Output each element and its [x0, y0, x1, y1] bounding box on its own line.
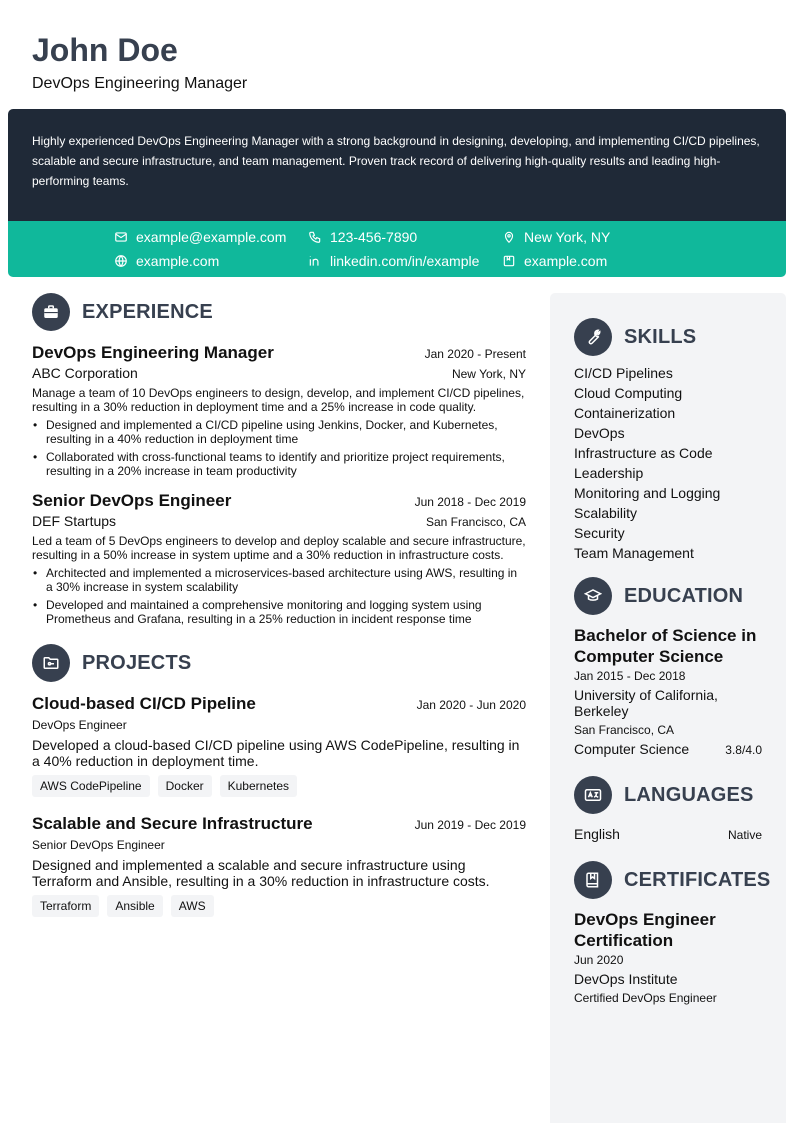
field-of-study: Computer Science — [574, 741, 690, 757]
bullet-item: • Collaborated with cross-functional teams to identify and prioritize project requirements, resulting in a 20% increase in team productivity — [32, 450, 526, 478]
skills-heading — [574, 318, 762, 356]
project-role: Senior DevOps Engineer — [32, 838, 165, 852]
briefcase-icon — [32, 293, 70, 331]
education-entry — [574, 625, 762, 758]
project-entry — [32, 813, 526, 917]
job-title: Senior DevOps Engineer — [32, 491, 232, 510]
linkedin-icon — [308, 254, 322, 268]
phone-text: 123-456-7890 — [330, 229, 418, 245]
skill-item: Team Management — [574, 545, 694, 561]
skill-item: Cloud Computing — [574, 385, 683, 401]
certificate-issuer: DevOps Institute — [574, 971, 678, 987]
translate-icon — [574, 776, 612, 814]
skill-item: Containerization — [574, 405, 676, 421]
skills-list — [574, 363, 762, 563]
contact-location — [502, 228, 610, 246]
job-description: Led a team of 5 DevOps engineers to develop and deploy scalable and secure infrastructure, resulting in a 50% increase in system uptime and a 30% reduction in infrastructure costs. — [32, 534, 526, 562]
certificate-detail: Certified DevOps Engineer — [574, 991, 717, 1005]
certificate-book-icon — [574, 861, 612, 899]
job-description: Manage a team of 10 DevOps engineers to design, develop, and implement CI/CD pipelines, resulting in a 30% reduction in deployment time and a 25% increase in code quality. — [32, 386, 525, 414]
project-role: DevOps Engineer — [32, 718, 127, 732]
phone-icon — [308, 230, 322, 244]
summary-text: Highly experienced DevOps Engineering Manager with a strong background in designing, developing, and implementing CI/CD pipelines, scalable and secure infrastructure, and team management. Proven track record of delivering high-quality results and leading high-performing teams. — [32, 134, 760, 188]
language-name: English — [574, 826, 620, 842]
tag-chip: AWS CodePipeline — [32, 775, 150, 797]
location-pin-icon — [502, 230, 516, 244]
company-name: ABC Corporation — [32, 365, 138, 381]
school-name: University of California, Berkeley — [574, 687, 718, 719]
folder-icon — [32, 644, 70, 682]
contact-email[interactable] — [114, 228, 286, 246]
contact-linkedin[interactable] — [308, 252, 479, 270]
job-bullets — [32, 418, 526, 478]
project-tags — [32, 775, 526, 797]
skill-item: Leadership — [574, 465, 644, 481]
linkedin-text: linkedin.com/in/example — [330, 253, 480, 269]
website-text: example.com — [136, 253, 220, 269]
job-date: Jan 2020 - Present — [424, 347, 526, 361]
certificate-name: DevOps Engineer Certification — [574, 910, 716, 950]
school-location: San Francisco, CA — [574, 723, 675, 737]
bullet-item: • Developed and maintained a comprehensive monitoring and logging system using Prometheus and Grafana, resulting in a 25% reduction in incident response time — [32, 598, 526, 626]
job-title: DevOps Engineering Manager — [32, 343, 274, 362]
tag-chip: AWS — [171, 895, 214, 917]
skill-item: Infrastructure as Code — [574, 445, 713, 461]
skill-item: CI/CD Pipelines — [574, 365, 673, 381]
certificate-entry — [574, 909, 762, 1006]
bullet-item: • Architected and implemented a microservices-based architecture using AWS, resulting in a 30% increase in system scalability — [32, 566, 526, 594]
project-date: Jun 2019 - Dec 2019 — [414, 818, 526, 832]
skill-item: DevOps — [574, 425, 625, 441]
project-description: Designed and implemented a scalable and secure infrastructure using Terraform and Ansible, resulting in a 30% reduction in infrastructure costs. — [32, 857, 490, 889]
project-date: Jan 2020 - Jun 2020 — [416, 698, 526, 712]
mail-icon — [114, 230, 128, 244]
experience-entry — [32, 342, 526, 478]
tag-chip: Kubernetes — [220, 775, 297, 797]
language-level: Native — [727, 828, 762, 842]
bullet-item: • Designed and implemented a CI/CD pipeline using Jenkins, Docker, and Kubernetes, resulting in a 40% reduction in deployment time — [32, 418, 526, 446]
education-title: EDUCATION — [624, 584, 744, 607]
tag-chip: Terraform — [32, 895, 99, 917]
project-tags — [32, 895, 526, 917]
globe-icon — [114, 254, 128, 268]
resume-header — [32, 30, 247, 94]
job-bullets — [32, 566, 526, 626]
certificate-date: Jun 2020 — [574, 953, 624, 967]
languages-heading — [574, 776, 762, 814]
email-text: example@example.com — [136, 229, 287, 245]
contact-website[interactable] — [114, 252, 219, 270]
project-title: Scalable and Secure Infrastructure — [32, 814, 313, 833]
candidate-title: DevOps Engineering Manager — [32, 75, 248, 92]
contact-portfolio[interactable] — [502, 252, 607, 270]
company-name: DEF Startups — [32, 513, 117, 529]
project-description: Developed a cloud-based CI/CD pipeline using AWS CodePipeline, resulting in a 40% reduction in deployment time. — [32, 737, 520, 769]
project-title: Cloud-based CI/CD Pipeline — [32, 694, 256, 713]
degree-name: Bachelor of Science in Computer Science — [574, 626, 757, 666]
project-entry — [32, 693, 526, 797]
location-text: New York, NY — [524, 229, 611, 245]
contact-bar — [8, 221, 786, 277]
projects-heading — [32, 644, 526, 682]
candidate-name: John Doe — [32, 32, 178, 68]
skills-title: SKILLS — [624, 325, 697, 348]
projects-title: PROJECTS — [82, 651, 192, 674]
skill-item: Scalability — [574, 505, 638, 521]
portfolio-icon — [502, 254, 516, 268]
skill-item: Monitoring and Logging — [574, 485, 721, 501]
tag-chip: Ansible — [107, 895, 162, 917]
sidebar-column — [550, 293, 786, 1123]
contact-phone[interactable] — [308, 228, 417, 246]
experience-heading — [32, 293, 526, 331]
gpa-value: 3.8/4.0 — [725, 743, 762, 757]
summary-section — [8, 109, 786, 221]
experience-entry — [32, 490, 526, 626]
education-date: Jan 2015 - Dec 2018 — [574, 669, 686, 683]
graduation-cap-icon — [574, 577, 612, 615]
certificates-heading — [574, 861, 771, 899]
languages-title: LANGUAGES — [624, 783, 754, 806]
language-item — [574, 824, 762, 844]
job-location: San Francisco, CA — [425, 515, 526, 529]
certificates-title: CERTIFICATES — [624, 868, 771, 891]
portfolio-text: example.com — [524, 253, 608, 269]
job-location: New York, NY — [451, 367, 526, 381]
wrench-icon — [574, 318, 612, 356]
skill-item: Security — [574, 525, 625, 541]
tag-chip: Docker — [158, 775, 212, 797]
experience-title: EXPERIENCE — [82, 300, 213, 323]
education-heading — [574, 577, 762, 615]
main-column — [32, 293, 526, 917]
job-date: Jun 2018 - Dec 2019 — [414, 495, 526, 509]
